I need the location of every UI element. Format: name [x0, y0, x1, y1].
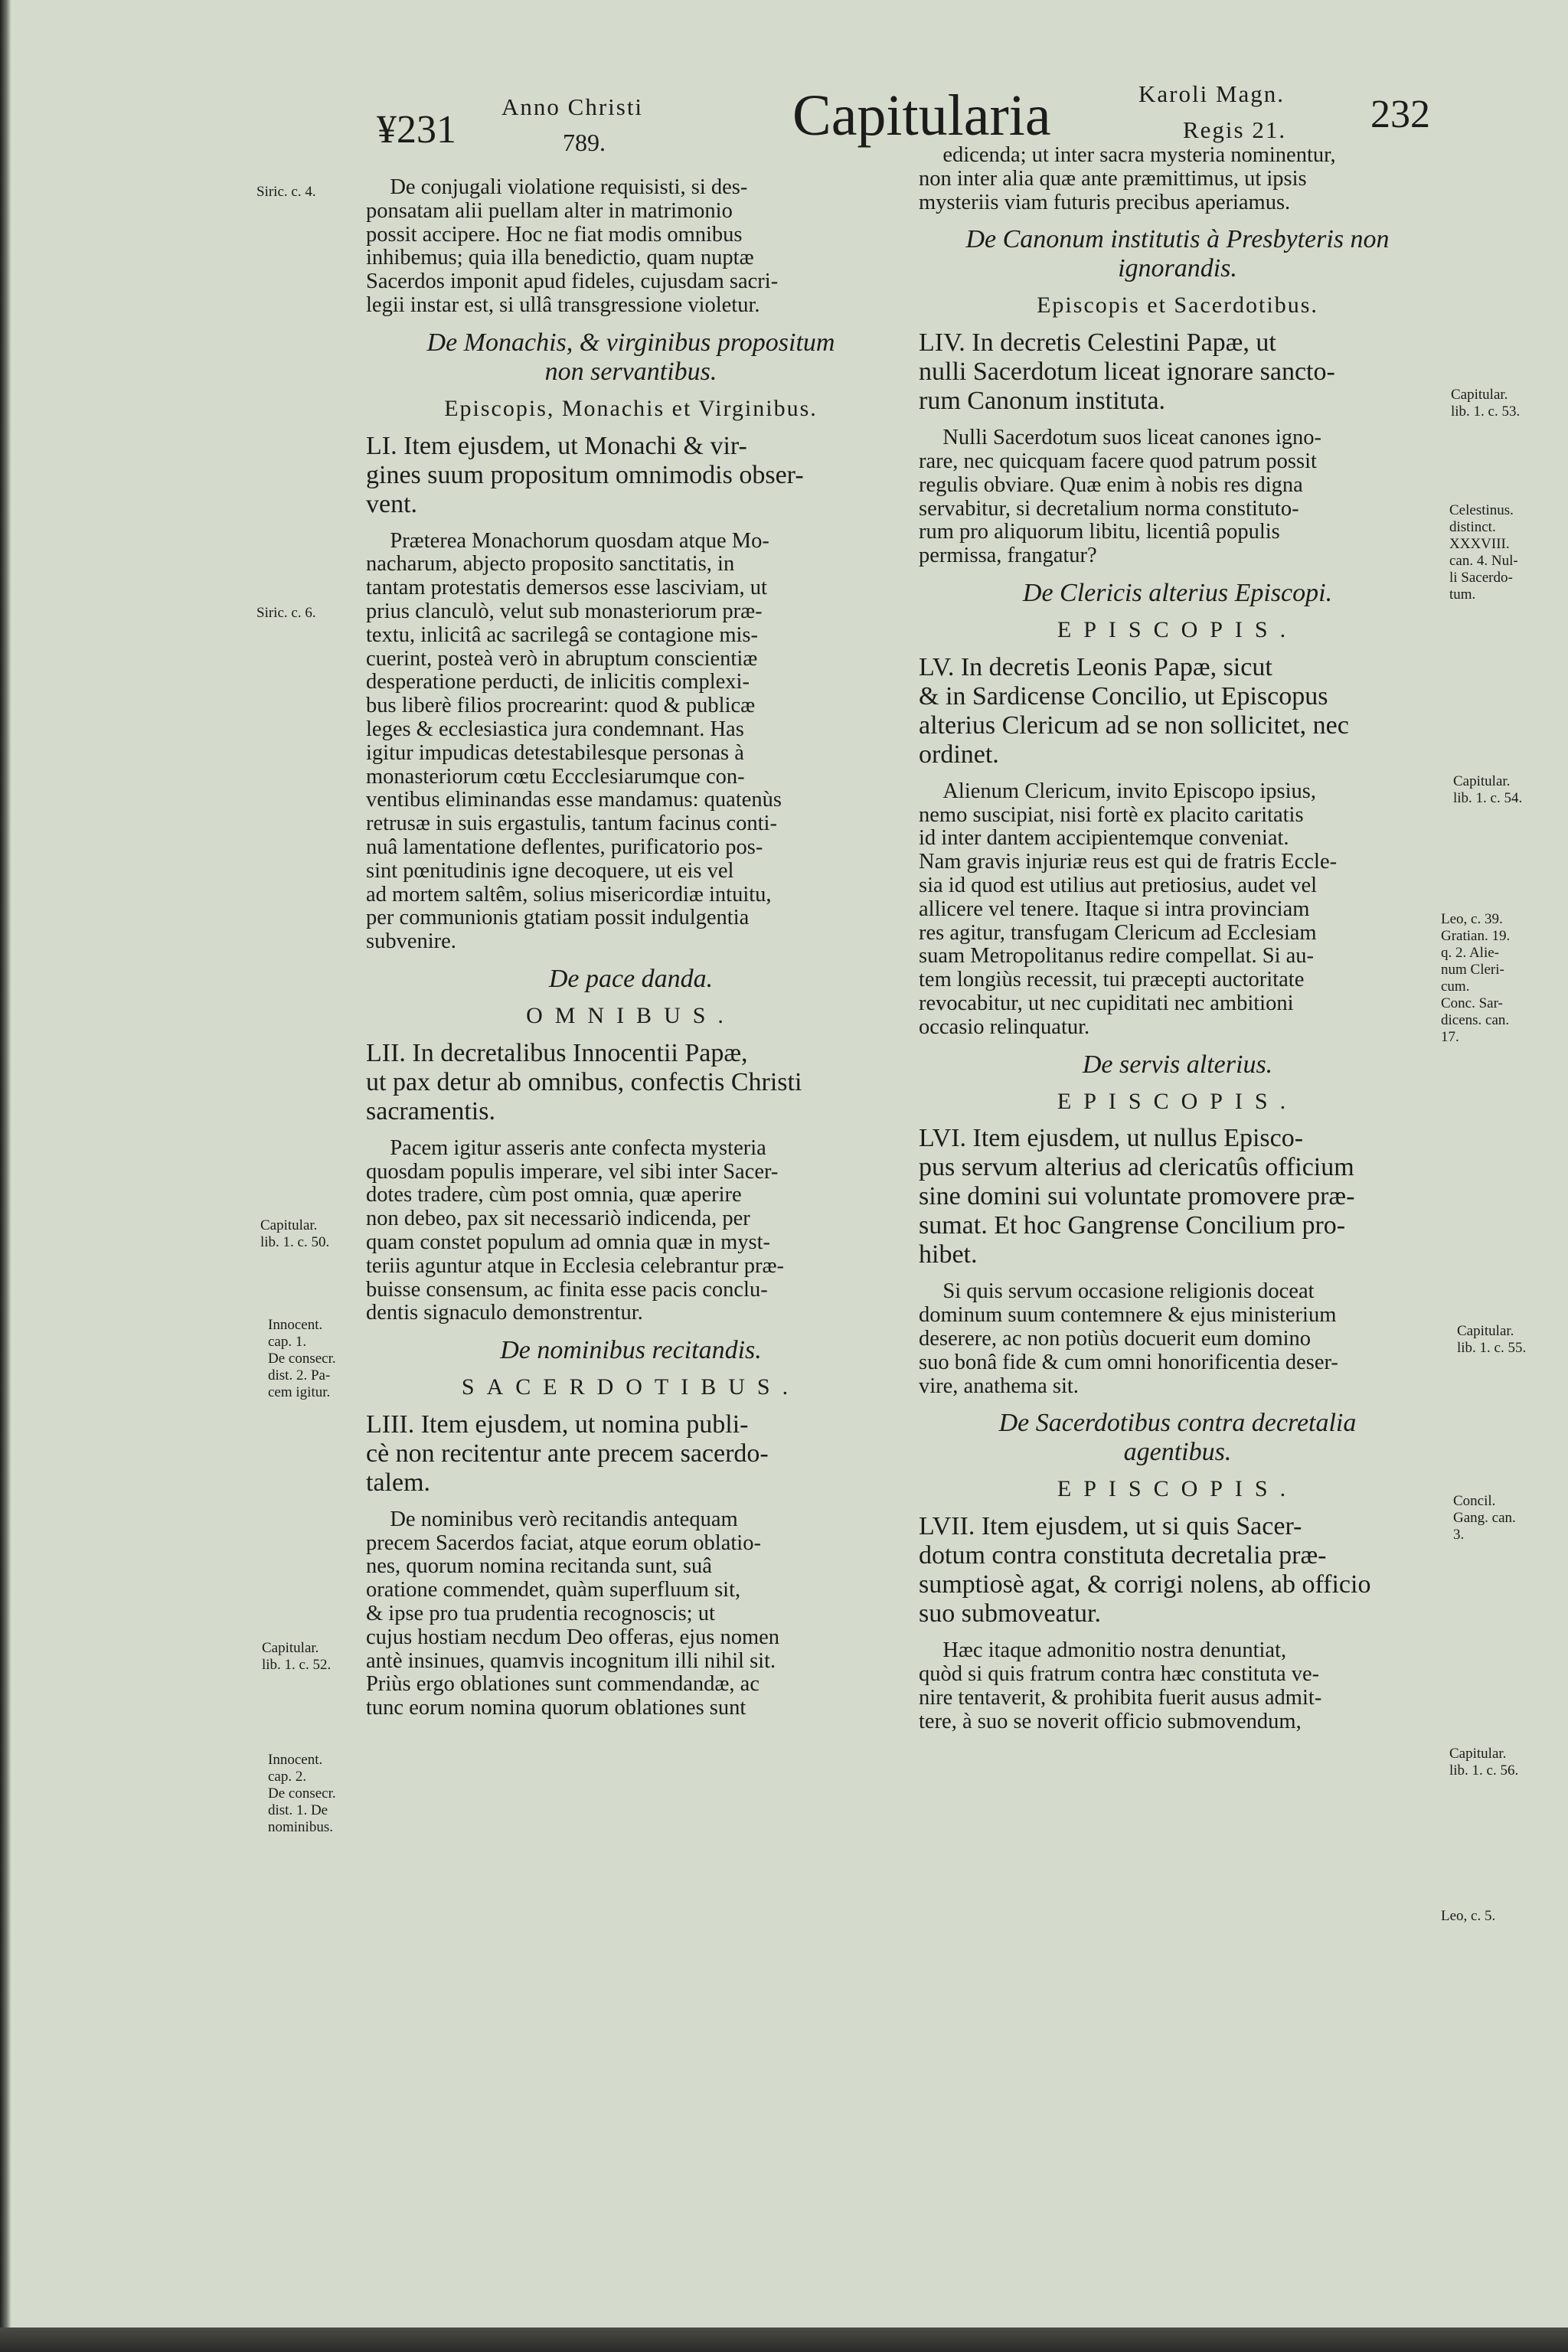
body-paragraph: Si quis servum occasione religionis doceat dominum suum contemnere & ejus ministerium deserere, ac non potiùs docuerit eum domino suo bonâ fide & cum omni honorificentia deser- vire, anathema sit. [919, 1279, 1338, 1398]
margin-reference-note: Leo, c. 39. Gratian. 19. q. 2. Alie- num Cleri- cum. Conc. Sar- dicens. can. 17. [1441, 911, 1511, 1045]
addressee-heading: EPISCOPIS. [1057, 1088, 1298, 1114]
section-title: De Monachis, & virginibus propositum non servantibus. [426, 328, 835, 386]
body-paragraph: De conjugali violatione requisisti, si des- ponsatam alii puellam alter in matrimonio possit accipere. Hoc ne fiat modis omnibus inhibemus; quia illa benedictio, quam nuptæ Sacerdos imponit apud fideles, cujusdam sacri- legii instar est, si ullâ transgressione violetur. [366, 175, 779, 317]
left-text-column [366, 176, 896, 1731]
regis-label: Regis 21. [1183, 116, 1287, 143]
karoli-magn-label: Karoli Magn. [1138, 80, 1285, 107]
section-title: De Canonum institutis à Presbyteris non ignorandis. [965, 225, 1390, 283]
book-gutter [0, 0, 11, 2328]
addressee-heading: EPISCOPIS. [1057, 1476, 1298, 1502]
chapter-heading-text: LII. In decretalibus Innocentii Papæ, ut pax detur ab omnibus, confectis Christi sacramentis. [366, 1038, 802, 1125]
margin-reference-note: Innocent. cap. 2. De consecr. dist. 1. De nominibus. [268, 1752, 336, 1835]
chapter-heading-text: LVII. Item ejusdem, ut si quis Sacer- dotum contra constituta decretalia præ- sumptiosè agat, & corrigi nolens, ab officio suo submoveatur. [919, 1512, 1371, 1628]
page-title: Capitularia [792, 83, 1051, 148]
chapter-heading-text: LV. In decretis Leonis Papæ, sicut & in Sardicense Concilio, ut Episcopus alterius Clericum ad se non sollicitet, nec ordinet. [919, 652, 1349, 769]
margin-reference-note: Capitular. lib. 1. c. 55. [1457, 1323, 1527, 1356]
margin-reference-note: Siric. c. 6. [256, 605, 316, 621]
addressee-heading: EPISCOPIS. [1057, 616, 1298, 642]
margin-reference-note: Capitular. lib. 1. c. 54. [1453, 773, 1523, 806]
margin-reference-note: Siric. c. 4. [256, 184, 316, 200]
margin-reference-note: Capitular. lib. 1. c. 50. [260, 1217, 330, 1250]
chapter-heading-text: LIV. In decretis Celestini Papæ, ut nulli Sacerdotum liceat ignorare sancto- rum Canonum instituta. [919, 328, 1335, 416]
addressee-heading: OMNIBUS. [526, 1002, 736, 1028]
section-title: De nominibus recitandis. [500, 1336, 762, 1365]
body-paragraph: Præterea Monachorum quosdam atque Mo- nacharum, abjecto proposito sanctitatis, in tantam protestatis demersos esse lasciviam, ut prius clanculò, velut sub monasteriorum præ- textu, inlicitâ ac sacrilegâ se contagione mis- cuerint, posteà verò in abruptum conscientiæ desperatione perducti, de inlicitis complexi- bus liberè filios procrearint: quod & publicæ leges & ecclesiastica jura condemnant. Has igitur impudicas detestabilesque personas à monasteriorum cœtu Eccclesiarumque con- ventibus eliminandas esse mandamus: quatenùs retrusæ in suis ergastulis, tantum facinus conti- nuâ lamentatione deflentes, purificatorio pos- sint pœnitudinis igne decoquere, ut eis vel ad mortem saltêm, solius misericordiæ intuitu, per communionis gtatiam possit indulgentia subvenire. [366, 528, 782, 954]
anno-christi-label: Anno Christi [501, 93, 644, 120]
year-label: 789. [563, 129, 606, 156]
chapter-heading-text: LI. Item ejusdem, ut Monachi & vir- gines suum propositum omnimodis obser- vent. [366, 431, 804, 518]
margin-reference-note: Capitular. lib. 1. c. 52. [262, 1640, 332, 1673]
margin-reference-note: Capitular. lib. 1. c. 53. [1451, 387, 1521, 420]
body-paragraph: Alienum Clericum, invito Episcopo ipsius, nemo suscipiat, nisi fortè ex placito caritatis id inter dantem accipientemque conveniat. Nam gravis injuriæ reus est qui de fratris Eccle- sia id quod est utilius aut pretiosius, audet vel allicere vel tenere. Itaque si intra provinciam res agitur, transfugam Clericum ad Ecclesiam suam Metropolitanus redire compellat. Si au- tem longiùs recessit, tui præcepti auctoritate revocabitur, ut nec cupiditati nec ambitioni occasio relinquatur. [919, 779, 1338, 1039]
body-paragraph: Hæc itaque admonitio nostra denuntiat, quòd si quis fratrum contra hæc constituta ve- nire tentaverit, & prohibita fuerit ausus admit- tere, à suo se noverit officio submovendum, [919, 1638, 1322, 1733]
addressee-heading: Episcopis, Monachis et Virginibus. [444, 395, 818, 421]
section-title: De Sacerdotibus contra decretalia agentibus. [998, 1409, 1357, 1467]
margin-reference-note: Celestinus. distinct. XXXVIII. can. 4. Nul- li Sacerdo- tum. [1449, 502, 1518, 603]
chapter-heading-text: LVI. Item ejusdem, ut nullus Episco- pus servum alterius ad clericatûs officium sine domini sui voluntate promovere præ- sumat. Et hoc Gangrense Concilium pro- hibet. [919, 1124, 1355, 1269]
addressee-heading: Episcopis et Sacerdotibus. [1037, 292, 1318, 318]
left-page-number: ¥231 [377, 108, 456, 152]
body-paragraph: De nominibus verò recitandis antequam precem Sacerdos faciat, atque eorum oblatio- nes, quorum nomina recitanda sunt, suâ oratione commendet, quàm superfluum sit, & ipse pro tua prudentia recognoscis; ut cujus hostiam necdum Deo offeras, ejus nomen antè insinues, quamvis incognitum illi nihil sit. Priùs ergo oblationes sunt commendandæ, ac tunc eorum nomina quorum oblationes sunt [366, 1507, 780, 1720]
right-text-column [919, 144, 1436, 1744]
margin-reference-note: Leo, c. 5. [1441, 1908, 1496, 1924]
body-paragraph: Nulli Sacerdotum suos liceat canones igno- rare, nec quicquam facere quod patrum possit regulis obviare. Quæ enim à nobis res digna servabitur, si decretalium norma constituto- rum pro aliquorum libitu, licentiâ populis permissa, frangatur? [919, 426, 1322, 568]
section-title: De servis alterius. [1082, 1050, 1273, 1079]
margin-reference-note: Concil. Gang. can. 3. [1453, 1493, 1516, 1543]
body-paragraph: Pacem igitur asseris ante confecta mysteria quosdam populis imperare, vel sibi inter Sacer- dotes tradere, cùm post omnia, quæ aperire non debeo, pax sit necessariò indicenda, per quam constet populum ad omnia quæ in myst- teriis aguntur atque in Ecclesia celebrantur præ- buisse consensum, ac finita esse pacis conclu- dentis signaculo demonstrentur. [366, 1135, 785, 1325]
margin-reference-note: Capitular. lib. 1. c. 56. [1449, 1746, 1519, 1779]
right-page-number: 232 [1370, 93, 1430, 136]
addressee-heading: SACERDOTIBUS. [461, 1374, 801, 1400]
margin-reference-note: Innocent. cap. 1. De consecr. dist. 2. Pa- cem igitur. [268, 1317, 336, 1400]
section-title: De pace danda. [548, 964, 714, 993]
body-paragraph: edicenda; ut inter sacra mysteria nominentur, non inter alia quæ ante præmittimus, ut ipsis mysteriis viam futuris precibus aperiamus. [919, 143, 1336, 214]
chapter-heading-text: LIII. Item ejusdem, ut nomina publi- cè non recitentur ante precem sacerdo- talem. [366, 1410, 769, 1497]
section-title: De Clericis alterius Episcopi. [1022, 578, 1333, 607]
page-bottom-edge [0, 2328, 1568, 2352]
